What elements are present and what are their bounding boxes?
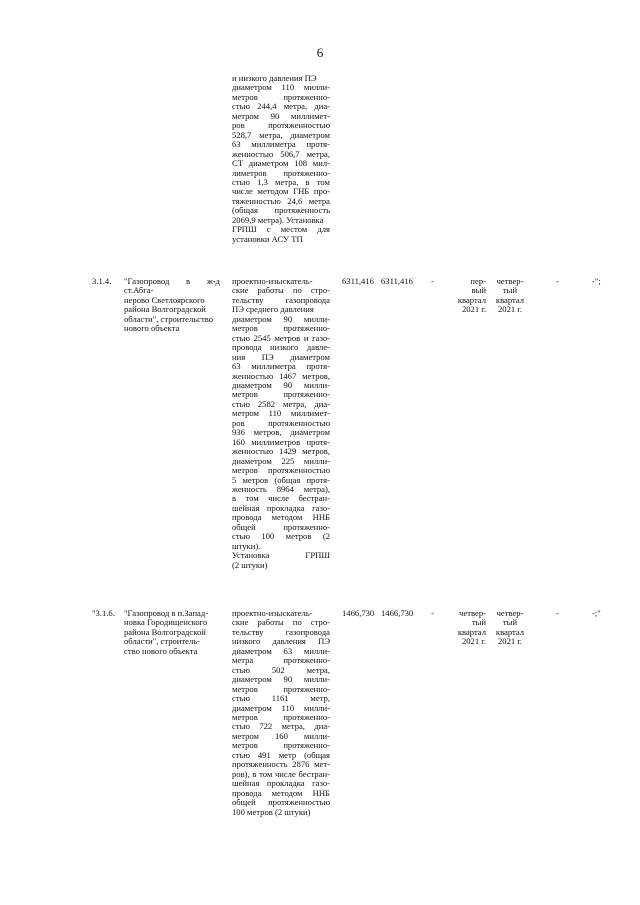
text-line: ГРПШ с местом для [232,224,330,235]
text-line: диаметром 110 милли- [232,82,330,93]
text-line: низкого давления ПЭ [232,636,330,647]
text-line: лиметров протяженно- [232,167,330,178]
text-line: Установка ГРПШ [232,550,330,561]
text-line: метра протяженно- [232,655,330,666]
text-line: нового объекта [124,323,180,334]
text-line: метров протяженно- [232,389,330,400]
text-line: женностью 1429 метров, [232,446,330,457]
text-line: метров протяженно- [232,683,330,694]
text-line: 2021 г. [497,304,523,315]
text-line: протяженность 2876 мет- [232,759,330,770]
text-line: "Газопровод в ж-д ст.Абга- [124,276,220,296]
text-line: 63 миллиметра протя- [232,139,330,150]
end-period [488,277,532,315]
text-line: тый [502,617,518,628]
text-line: стью 502 метра, [232,664,330,675]
text-line: стью 1,3 метра, в том [232,176,330,187]
text-line: (2 штуки) [232,559,268,570]
text-line: нерово Светлоярского [124,294,205,305]
text-line: диаметром 90 милли- [232,674,330,685]
funding-amount: 1466,730 [381,608,414,618]
empty-cell-dash: - [556,608,559,618]
text-line: стью 2582 метра, диа- [232,398,330,409]
text-line: метров протяженно- [232,323,330,334]
text-line: 2021 г. [497,636,523,647]
row-number: 3.1.4. [92,276,112,286]
row-number: "3.1.6. [92,608,115,618]
text-line: квартал [457,626,486,637]
text-line: квартал [457,294,486,305]
start-period [440,277,486,315]
text-line: СТ диаметром 108 мил- [232,158,330,169]
text-line: 5 метров (общая протя- [232,474,330,485]
text-line: в том числе бестран- [232,493,330,504]
text-line: квартал [495,294,525,305]
text-line: и низкого давления ПЭ [232,73,317,83]
text-line: диаметром 90 милли- [232,379,330,390]
text-line: тяженностью 24,6 метра [232,195,330,206]
empty-cell-dash: - [431,608,434,618]
text-line: метром 90 миллимет- [232,110,330,121]
text-line: четвер- [496,276,524,286]
text-line: ров протяженностью [232,120,330,131]
text-line: 160 миллиметров протя- [232,436,330,447]
text-line: 2069,9 метра). Установка [232,214,324,225]
text-line: четвер- [459,608,486,618]
text-line: диаметром 90 милли- [232,313,330,324]
object-name [124,277,220,334]
text-line: шейная прокладка газо- [232,778,330,789]
text-line: провода методом ННБ [232,787,330,798]
text-line: "Газопровод в п.Запад- [124,608,209,618]
text-line: тый [471,617,486,628]
end-period [488,609,532,647]
text-line: ство нового объекта [124,645,198,656]
work-description [232,277,330,570]
text-line: четвер- [496,608,524,618]
text-line: провода низкого давле- [232,342,330,353]
text-line: ров), в том числе бестран- [232,768,330,779]
text-line: ПЭ среднего давления [232,304,314,315]
text-line: стью 2545 метров и газо- [232,332,330,343]
text-line: тый [502,285,518,296]
work-description [232,609,330,817]
text-line: 2021 г. [461,304,486,315]
total-amount: 1466,730 [342,608,375,618]
row-closing-mark: -;" [592,608,601,618]
start-period [440,609,486,647]
text-line: 528,7 метра, диаметром [232,129,330,140]
text-line: стью 244,4 метра, диа- [232,101,330,112]
text-line: общей протяженностью [232,797,330,808]
row-closing-mark: -"; [592,276,601,286]
text-line: провода методом ННБ [232,512,330,523]
total-amount: 6311,416 [342,276,374,286]
text-line: стью 491 метр (общая [232,749,330,760]
text-line: стью 100 метров (2 штуки). [232,531,330,551]
page-number: 6 [316,45,324,60]
empty-cell-dash: - [556,276,559,286]
text-line: метром 160 милли- [232,730,330,741]
text-line: числе методом ГНБ про- [232,186,330,197]
text-line: диаметром 225 милли- [232,455,330,466]
funding-amount: 6311,416 [381,276,413,286]
text-line: квартал [495,626,525,637]
text-line: проектно-изыскатель- [232,276,313,286]
text-line: 63 миллиметра протя- [232,361,330,372]
text-line: ния ПЭ диаметром [232,351,330,362]
text-line: диаметром 63 милли- [232,645,330,656]
text-line: 936 метров, диаметром [232,427,330,438]
work-description-continuation [232,74,330,244]
text-line: метром 110 миллимет- [232,408,330,419]
text-line: области", строитель- [124,636,201,647]
text-line: новка Городищенского [124,617,208,628]
text-line: метров протяженно- [232,711,330,722]
text-line: (общая протяженность [232,205,330,216]
text-line: 100 метров (2 штуки) [232,806,311,817]
text-line: установки АСУ ТП [232,233,303,244]
text-line: района Волгоградской [124,626,206,637]
text-line: области", строительство [124,313,214,324]
text-line: 2021 г. [461,636,486,647]
text-line: стью 1161 метр, [232,693,330,704]
text-line: стью 722 метра, диа- [232,721,330,732]
text-line: ские работы по стро- [232,617,330,628]
text-line: женность 8964 метра), [232,483,330,494]
text-line: проектно-изыскатель- [232,608,313,618]
text-line: вый [471,285,486,296]
text-line: диаметром 110 милли- [232,702,330,713]
text-line: общей протяженно- [232,521,330,532]
text-line: метров протяженностью [232,465,330,476]
object-name [124,609,220,656]
text-line: пер- [470,276,486,286]
text-line: женностью 506,7 метра, [232,148,330,159]
empty-cell-dash: - [431,276,434,286]
text-line: ров протяженностью [232,417,330,428]
text-line: тельству газопровода [232,294,330,305]
text-line: ские работы по стро- [232,285,330,296]
text-line: метров протяженно- [232,740,330,751]
text-line: шейная прокладка газо- [232,502,330,513]
text-line: женностью 1467 метров, [232,370,330,381]
text-line: района Волгоградской [124,304,206,315]
text-line: тельству газопровода [232,626,330,637]
text-line: метров протяженно- [232,91,330,102]
